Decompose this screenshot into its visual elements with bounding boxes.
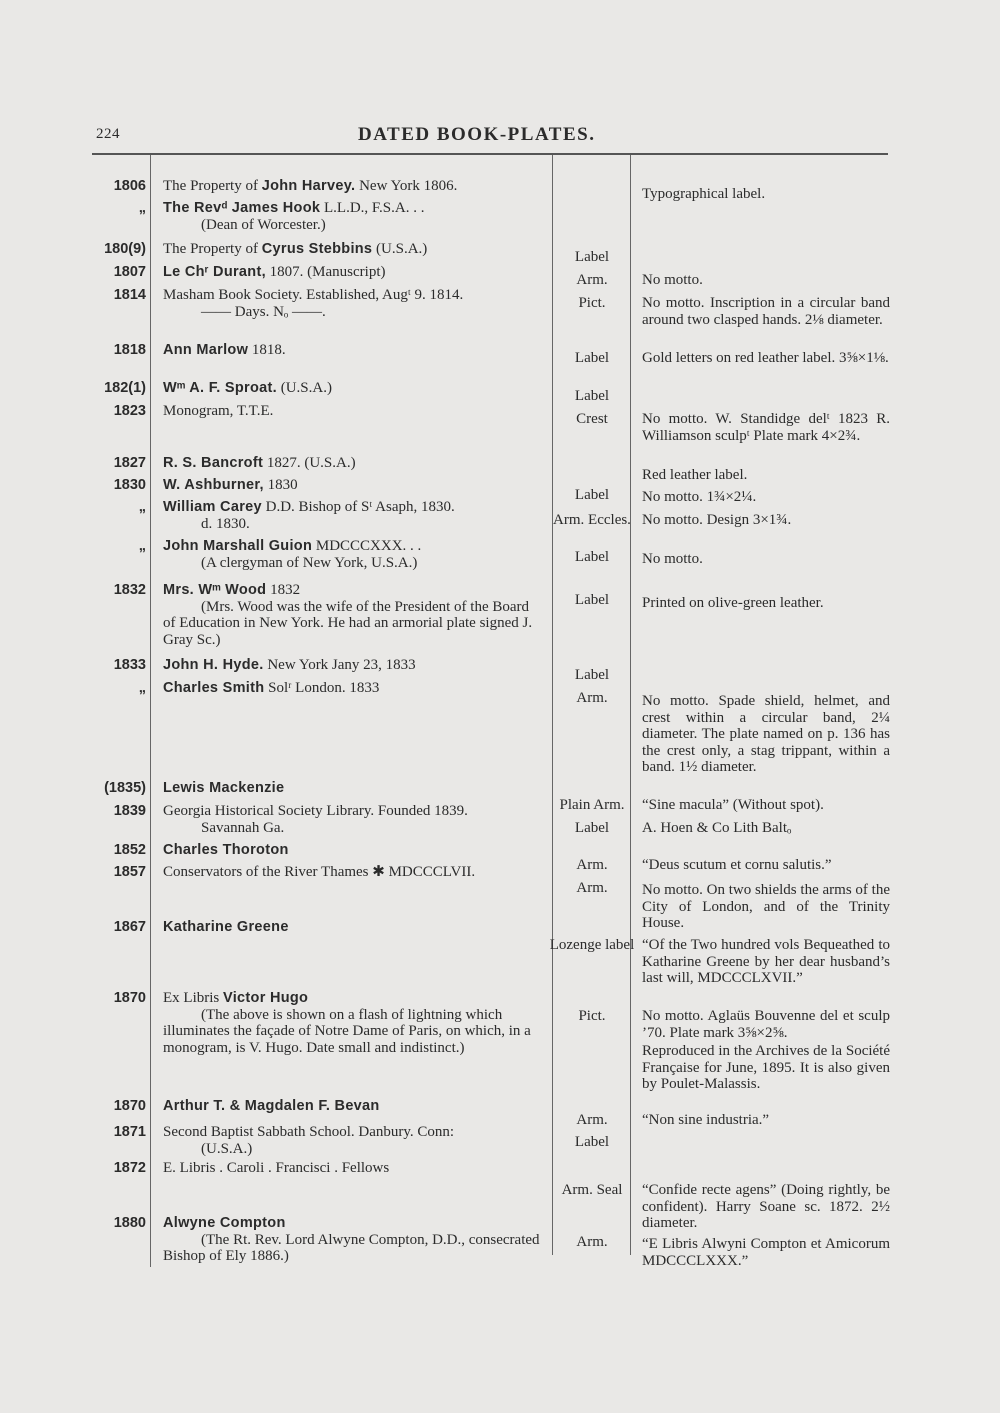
entry-year: 1839 [113,803,146,819]
entry-plate-kind: Arm. Eccles. [553,512,631,528]
entry-plate-kind: Arm. [576,880,608,896]
entry-owner-name: Mrs. Wᵐ Wood [163,582,267,598]
entry-owner-name: William Carey [163,499,262,515]
entry-remark: Red leather label. [642,467,748,483]
entry-text: The Property of Cyrus Stebbins (U.S.A.) [163,241,428,257]
entry-text [163,780,543,797]
entry-plate-kind: Lozenge label [549,937,635,953]
entry-plate-kind: Label [574,388,610,404]
entry-year: 1872 [113,1160,146,1176]
entry-year: 1870 [113,1098,146,1114]
entry-text: E. Libris . Caroli . Francisci . Fellows [163,1160,390,1176]
entry-owner-name: Victor Hugo [223,990,309,1006]
entry-remark: No motto. Spade shield, helmet, and crest within a circular band, 2¼ diameter. The plate named on p. 136 has the crest only, a stag trippant, within a band. 1½ diameter. [642,693,890,775]
entry-owner-name: Charles Smith [163,680,265,696]
entry-note: (The Rt. Rev. Lord Alwyne Compton, D.D., consecrated Bishop of Ely 1886.) [163,1231,540,1264]
entry-text: W. Ashburner, 1830 [163,477,298,493]
entry-plate-kind: Label [574,549,610,565]
entry-year: 1807 [113,264,146,280]
entry-year: 1818 [113,342,146,358]
entry-owner-name: John Marshall Guion [163,538,313,554]
entry-year: 1814 [113,287,146,303]
entry-note: (Dean of Worcester.) [201,216,326,233]
entry-text: Ex Libris Victor Hugo (The above is shown on a flash of lightning which illuminates the façade of Notre Dame of Paris, on which, in a monogram, is V. Hugo. Date small and indistinct.) [163,990,543,1056]
entry-year: „ [138,200,146,216]
top-rule [92,153,888,155]
entry-text: The Revᵈ James Hook L.L.D., F.S.A. . . (Dean of Worcester.) [163,200,543,233]
entry-owner-name: Charles Thoroton [163,842,289,858]
entry-year: 1832 [113,582,146,598]
entry-year: 1823 [113,403,146,419]
entry-note: (U.S.A.) [201,1140,253,1157]
entry-text: Monogram, T.T.E. [163,403,274,419]
entry-remark: Reproduced in the Archives de la Société Française for June, 1895. It is also given by Poulet-Malassis. [642,1043,890,1092]
entry-note: (A clergyman of New York, U.S.A.) [201,554,418,571]
entry-text: Charles Smith Solʳ London. 1833 [163,680,380,696]
entry-text [163,1098,543,1115]
entry-year: 1827 [113,455,146,471]
entry-year: 1852 [113,842,146,858]
entry-plate-kind: Label [574,487,610,503]
entry-year: 1870 [113,990,146,1006]
entry-text: Mrs. Wᵐ Wood 1832 (Mrs. Wood was the wife of the President of the Board of Education in New York. He had an armorial plate signed J. Gray Sc.) [163,582,543,648]
entry-plate-kind: Arm. [576,1234,608,1250]
entry-owner-name: W. Ashburner, [163,477,264,493]
entry-plate-kind: Label [574,1134,610,1150]
entry-plate-kind: Arm. [576,272,608,288]
entry-year: 182(1) [104,380,146,396]
entry-text: Conservators of the River Thames ✱ MDCCCLVII. [163,864,476,880]
entry-owner-name: Wᵐ A. F. Sproat. [163,380,277,396]
entry-year: 1833 [113,657,146,673]
entry-year: „ [138,680,146,696]
entry-text: Georgia Historical Society Library. Founded 1839. Savannah Ga. [163,803,543,836]
entry-remark: Printed on olive-green leather. [642,595,824,611]
entry-remark: “Deus scutum et cornu salutis.” [642,857,832,873]
entry-year: 1871 [113,1124,146,1140]
entry-year: 1880 [113,1215,146,1231]
entry-year: 180(9) [104,241,146,257]
entry-owner-name: Arthur T. & Magdalen F. Bevan [163,1098,380,1114]
entry-text [163,919,543,936]
entry-remark: “Non sine industria.” [642,1112,770,1128]
entry-text: R. S. Bancroft 1827. (U.S.A.) [163,455,356,471]
entry-year: (1835) [104,780,146,796]
entry-text: Masham Book Society. Established, Augᵗ 9. 1814. —— Days. Nₒ ——. [163,287,543,320]
entry-owner-name: Cyrus Stebbins [261,241,373,257]
page-number: 224 [96,126,120,142]
running-head: DATED BOOK-PLATES. [358,124,596,145]
entry-remark: “Confide recte agens” (Doing rightly, be confident). Harry Soane sc. 1872. 2½ diameter. [642,1182,890,1231]
entry-plate-kind: Arm. [576,1112,608,1128]
entry-year: 1857 [113,864,146,880]
entry-plate-kind: Arm. Seal [561,1182,623,1198]
entry-plate-kind: Label [574,350,610,366]
entry-owner-name: Katharine Greene [163,919,289,935]
entry-remark: No motto. W. Standidge delᵗ 1823 R. Williamson sculpᵗ Plate mark 4×2¾. [642,411,890,444]
entry-remark: No motto. [642,551,703,567]
entry-owner-name: Lewis Mackenzie [163,780,285,796]
entry-owner-name: Alwyne Compton [163,1215,286,1231]
entry-note: (The above is shown on a flash of lightning which illuminates the façade of Notre Dame of Paris, on which, in a monogram, is V. Hugo. Date small and indistinct.) [163,1006,531,1056]
entry-remark: No motto. On two shields the arms of the City of London, and of the Trinity House. [642,882,890,931]
entry-owner-name: Le Chʳ Durant, [163,264,266,280]
entry-remark: No motto. [642,272,703,288]
entry-text: John H. Hyde. New York Jany 23, 1833 [163,657,416,673]
entry-plate-kind: Arm. [576,857,608,873]
entry-text [163,842,543,859]
column-divider-year [150,155,151,1267]
entry-plate-kind: Plain Arm. [559,797,625,813]
entry-text [163,1215,543,1265]
entry-remark: No motto. Inscription in a circular band around two clasped hands. 2⅛ diameter. [642,295,890,328]
entry-remark: A. Hoen & Co Lith Baltₒ [642,820,792,836]
entry-note: Savannah Ga. [201,819,285,836]
entry-text: Ann Marlow 1818. [163,342,286,358]
entry-plate-kind: Label [574,249,610,265]
entry-plate-kind: Pict. [578,1008,606,1024]
entry-remark: No motto. 1¾×2¼. [642,489,757,505]
entry-owner-name: The Revᵈ James Hook [163,200,321,216]
entry-plate-kind: Crest [576,411,608,427]
entry-plate-kind: Label [574,667,610,683]
entry-note: —— Days. Nₒ ——. [201,303,326,320]
entry-text: Wᵐ A. F. Sproat. (U.S.A.) [163,380,332,396]
entry-year: „ [138,538,146,554]
entry-text: The Property of John Harvey. New York 1806. [163,178,458,194]
entry-year: „ [138,499,146,515]
entry-text: John Marshall Guion MDCCCXXX. . . (A clergyman of New York, U.S.A.) [163,538,543,571]
entry-year: 1806 [113,178,146,194]
entry-text: Le Chʳ Durant, 1807. (Manuscript) [163,264,386,280]
entry-plate-kind: Label [574,820,610,836]
entry-text: Second Baptist Sabbath School. Danbury. Conn: (U.S.A.) [163,1124,543,1157]
entry-remark: No motto. Design 3×1¾. [642,512,792,528]
entry-note: (Mrs. Wood was the wife of the President of the Board of Education in New York. He had an armorial plate signed J. Gray Sc.) [163,598,533,648]
entry-remark: Typographical label. [642,186,766,202]
entry-owner-name: R. S. Bancroft [163,455,264,471]
entry-plate-kind: Pict. [578,295,606,311]
entry-remark: “Sine macula” (Without spot). [642,797,824,813]
entry-plate-kind: Arm. [576,690,608,706]
entry-note: d. 1830. [201,515,250,532]
entry-remark: “Of the Two hundred vols Bequeathed to Katharine Greene by her dear husband’s last will, MDCCCLXVII.” [642,937,890,986]
entry-remark: “E Libris Alwyni Compton et Amicorum MDCCCLXXX.” [642,1236,890,1269]
entry-year: 1830 [113,477,146,493]
entry-remark: No motto. Aglaüs Bouvenne del et sculp ’70. Plate mark 3⅝×2⅝. [642,1008,890,1041]
entry-remark: Gold letters on red leather label. 3⅝×1⅛. [642,350,889,366]
entry-plate-kind: Label [574,592,610,608]
entry-owner-name: Ann Marlow [163,342,249,358]
entry-text: William Carey D.D. Bishop of Sᵗ Asaph, 1830. d. 1830. [163,499,543,532]
entry-owner-name: John Harvey. [261,178,356,194]
entry-year: 1867 [113,919,146,935]
entry-owner-name: John H. Hyde. [163,657,264,673]
